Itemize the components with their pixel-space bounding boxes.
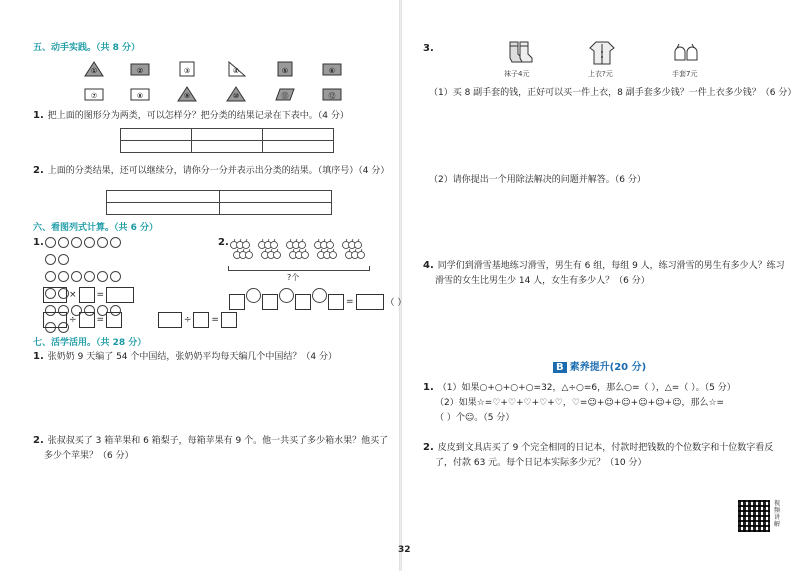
answer-box[interactable] [295, 294, 311, 310]
shape-6 [322, 61, 342, 77]
shape-9 [177, 86, 197, 102]
operator-circle[interactable] [312, 288, 327, 303]
equation-6-1b: ÷ = ÷ = [43, 312, 237, 328]
glove-price: 手套7元 [672, 70, 698, 78]
operator-circle[interactable] [279, 288, 294, 303]
answer-box[interactable] [262, 294, 278, 310]
svg-text:⑥: ⑥ [328, 67, 336, 75]
answer-box[interactable] [158, 312, 182, 328]
shape-7 [84, 86, 104, 102]
answer-box[interactable] [79, 312, 95, 328]
question-7-2: 2. 张叔叔买了 3 箱苹果和 6 箱梨子，每箱苹果有 9 个。他一共买了多少箱水果？他买了 多少个苹果？（6 分） [33, 435, 389, 461]
question-r3-2: （2）请你提出一个用除法解决的问题并解答。（6 分） [429, 175, 646, 185]
answer-box[interactable] [221, 312, 237, 328]
question-5-1: 1. 把上面的图形分为两类，可以怎样分？把分类的结果记录在下表中。（4 分） [33, 110, 349, 121]
svg-text:④: ④ [232, 67, 240, 75]
table-cell[interactable] [107, 203, 220, 215]
answer-box[interactable] [229, 294, 245, 310]
shape-11 [275, 86, 295, 102]
glove-icon [672, 42, 700, 69]
answer-box[interactable] [328, 294, 344, 310]
svg-text:②: ② [136, 67, 144, 75]
table-cell[interactable] [192, 129, 263, 141]
table-cell[interactable] [263, 141, 334, 153]
circle-mark [58, 237, 69, 248]
answer-box[interactable] [43, 312, 67, 328]
question-5-2: 2. 上面的分类结果，还可以继续分，请你分一分并表示出分类的结果。（填序号）（4 分） [33, 165, 390, 176]
answer-box[interactable] [193, 312, 209, 328]
circle-mark [58, 271, 69, 282]
shape-3 [177, 61, 197, 77]
brace-label: ?个 [287, 273, 300, 282]
table-cell[interactable] [263, 129, 334, 141]
question-6-1: 1. [33, 237, 44, 248]
sock-price: 袜子4元 [504, 70, 530, 78]
equation-6-1: × = [43, 287, 134, 303]
shape-4 [226, 61, 246, 77]
shape-2 [130, 61, 150, 77]
circle-mark [84, 271, 95, 282]
answer-box[interactable] [106, 287, 134, 303]
page-fold [399, 0, 402, 571]
circle-mark [45, 271, 56, 282]
question-r4: 4. 同学们到滑雪基地练习滑雪，男生有 6 组，每组 9 人，练习滑雪的男生有多少人？练习 滑雪的女生比男生少 14 人，女生有多少人？（6 分） [423, 260, 785, 286]
answer-box[interactable] [43, 287, 67, 303]
table-cell[interactable] [219, 203, 332, 215]
table-cell[interactable] [219, 191, 332, 203]
shape-8 [130, 86, 150, 102]
circle-mark [97, 271, 108, 282]
svg-text:⑨: ⑨ [183, 92, 191, 100]
table-cell[interactable] [192, 141, 263, 153]
svg-text:⑩: ⑩ [232, 92, 240, 100]
shape-10 [226, 86, 246, 102]
coat-icon [588, 40, 616, 69]
page-number: 32 [398, 545, 411, 555]
answer-box[interactable] [106, 312, 122, 328]
table-cell[interactable] [107, 191, 220, 203]
coat-price: 上衣?元 [588, 70, 613, 78]
qr-caption: 视频讲解 [774, 500, 781, 528]
section-6-title: 六、看图列式计算。（共 6 分） [33, 223, 159, 233]
equation-6-2: = （ ） [229, 287, 408, 310]
svg-text:③: ③ [183, 67, 191, 75]
classification-table-2 [106, 190, 332, 215]
circle-mark [71, 271, 82, 282]
section-7-title: 七、活学活用。（共 28 分） [33, 338, 147, 348]
qr-code[interactable] [738, 500, 770, 532]
table-cell[interactable] [121, 141, 192, 153]
circle-mark [84, 237, 95, 248]
question-b2: 2. 皮皮到文具店买了 9 个完全相同的日记本，付款时把钱数的个位数字和十位数字看反 了，付款 63 元。每个日记本实际多少元？（10 分） [423, 442, 774, 468]
question-6-2: 2. [218, 237, 229, 248]
shape-1 [84, 61, 104, 77]
question-b1: 1. （1）如果○+○+○+○=32，△÷○=6，那么○=（ ），△=（ ）。（5 分） （2）如果☆=♡+♡+♡+♡+♡，♡=☺+☺+☺+☺+☺+☺，那么☆= （ ）个☺。（5 分） [423, 382, 736, 423]
apple-groups [228, 237, 378, 265]
svg-text:⑤: ⑤ [281, 67, 289, 75]
operator-circle[interactable] [246, 288, 261, 303]
svg-text:⑦: ⑦ [90, 92, 98, 100]
svg-text:⑪: ⑪ [281, 92, 289, 100]
circle-mark [110, 271, 121, 282]
sock-icon [506, 40, 534, 69]
svg-text:⑫: ⑫ [328, 92, 336, 100]
answer-box[interactable] [79, 287, 95, 303]
shape-12 [322, 86, 342, 102]
svg-text:①: ① [90, 67, 98, 75]
question-r3-1: （1）买 8 副手套的钱，正好可以买一件上衣，8 副手套多少钱？一件上衣多少钱？（6 分） [429, 88, 797, 98]
circle-row [44, 236, 134, 270]
circle-mark [45, 254, 56, 265]
circle-mark [110, 237, 121, 248]
section-5-title: 五、动手实践。（共 8 分） [33, 43, 141, 53]
circle-mark [58, 254, 69, 265]
answer-box[interactable] [356, 294, 384, 310]
question-r3: 3. [423, 43, 434, 54]
classification-table-1 [120, 128, 334, 153]
circle-mark [45, 237, 56, 248]
svg-text:⑧: ⑧ [136, 92, 144, 100]
shape-5 [275, 61, 295, 77]
table-cell[interactable] [121, 129, 192, 141]
brace [228, 266, 370, 271]
question-7-1: 1. 张奶奶 9 天编了 54 个中国结，张奶奶平均每天编几个中国结？（4 分） [33, 351, 337, 362]
section-b-title: B 素养提升(20 分) [553, 358, 646, 373]
circle-mark [97, 237, 108, 248]
circle-mark [71, 237, 82, 248]
